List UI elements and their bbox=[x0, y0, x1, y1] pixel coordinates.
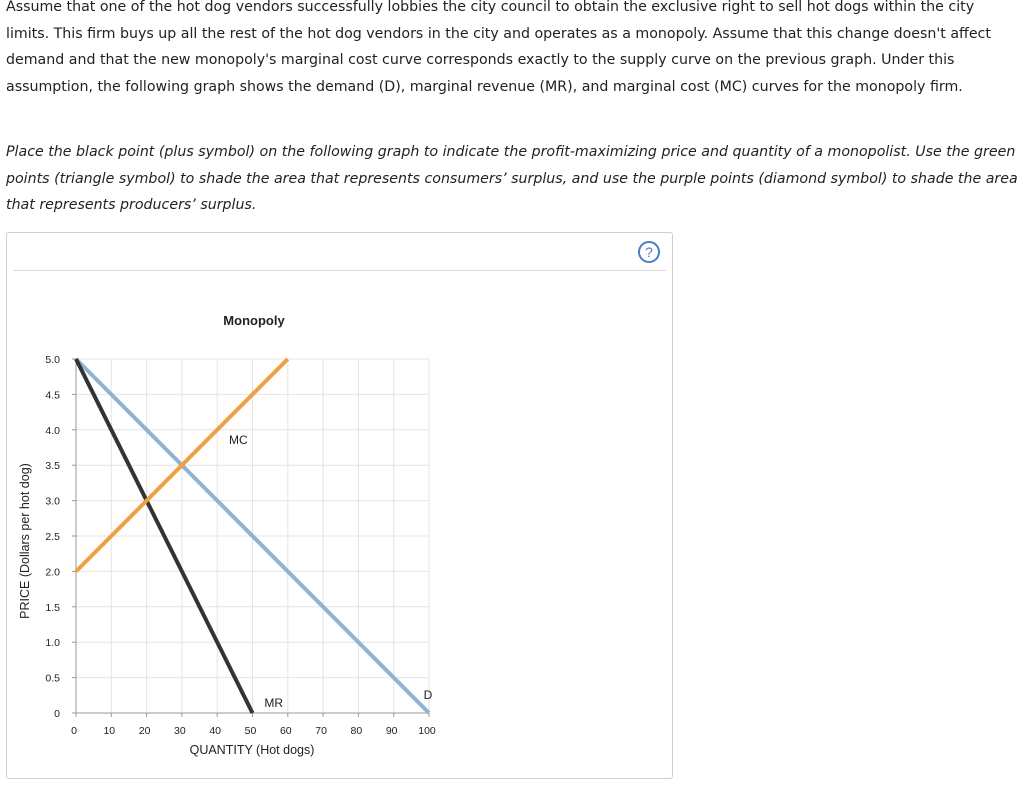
y-tick-label: 5.0 bbox=[45, 354, 60, 366]
curve-label-mc: MC bbox=[229, 432, 248, 447]
y-tick-label: 3.5 bbox=[45, 460, 60, 473]
x-tick-label: 0 bbox=[71, 725, 77, 737]
y-axis-label: PRICE (Dollars per hot dog) bbox=[18, 463, 32, 619]
curve-label-d: D bbox=[423, 688, 433, 702]
x-tick-label: 10 bbox=[103, 725, 116, 737]
y-tick-label: 1.0 bbox=[45, 637, 60, 650]
x-tick-label: 90 bbox=[385, 725, 398, 737]
instruction-text: Place the black point (plus symbol) on the following graph to indicate the profit-maximizing price and quantity of a monopolist. Use the green points (triangle symbol) to shade the area that represents consumers’ surplus, and use the purple points (diamond symbol) to shade the area that represents producers’ surplus. bbox=[6, 144, 1018, 213]
x-tick-label: 100 bbox=[418, 725, 436, 737]
x-tick-label: 30 bbox=[174, 725, 186, 737]
chart-title: Monopoly bbox=[223, 313, 285, 328]
question-icon[interactable]: ? bbox=[638, 241, 660, 263]
y-tick-label: 0.5 bbox=[45, 672, 60, 685]
y-tick-label: 1.5 bbox=[45, 601, 60, 614]
y-tick-label: 4.5 bbox=[45, 389, 60, 402]
y-tick-label: 4.0 bbox=[45, 424, 60, 437]
intro-text: Assume that one of the hot dog vendors successfully lobbies the city council to obtain the exclusive right to sell hot dogs within the city limits. This firm buys up all the rest of the hot dog vendors in the city and operates as a monopoly. Assume that this change doesn't affect demand and that the new monopoly's marginal cost curve corresponds exactly to the supply curve on the previous graph. Under this assumption, the following graph shows the demand (D), marginal revenue (MR), and marginal cost (MC) curves for the monopoly firm. bbox=[6, 0, 991, 95]
x-tick-label: 80 bbox=[350, 725, 363, 737]
x-tick-label: 40 bbox=[209, 725, 222, 737]
x-axis-label: QUANTITY (Hot dogs) bbox=[189, 743, 315, 757]
y-tick-label: 2.0 bbox=[45, 566, 60, 579]
x-tick-label: 70 bbox=[315, 725, 327, 737]
x-tick-label: 20 bbox=[138, 725, 151, 737]
y-tick-label: 0 bbox=[54, 708, 60, 720]
x-tick-label: 60 bbox=[279, 725, 292, 737]
curve-label-mr: MR bbox=[264, 696, 284, 710]
y-tick-label: 3.0 bbox=[45, 495, 60, 508]
y-tick-label: 2.5 bbox=[45, 531, 60, 543]
x-tick-label: 50 bbox=[244, 725, 257, 737]
